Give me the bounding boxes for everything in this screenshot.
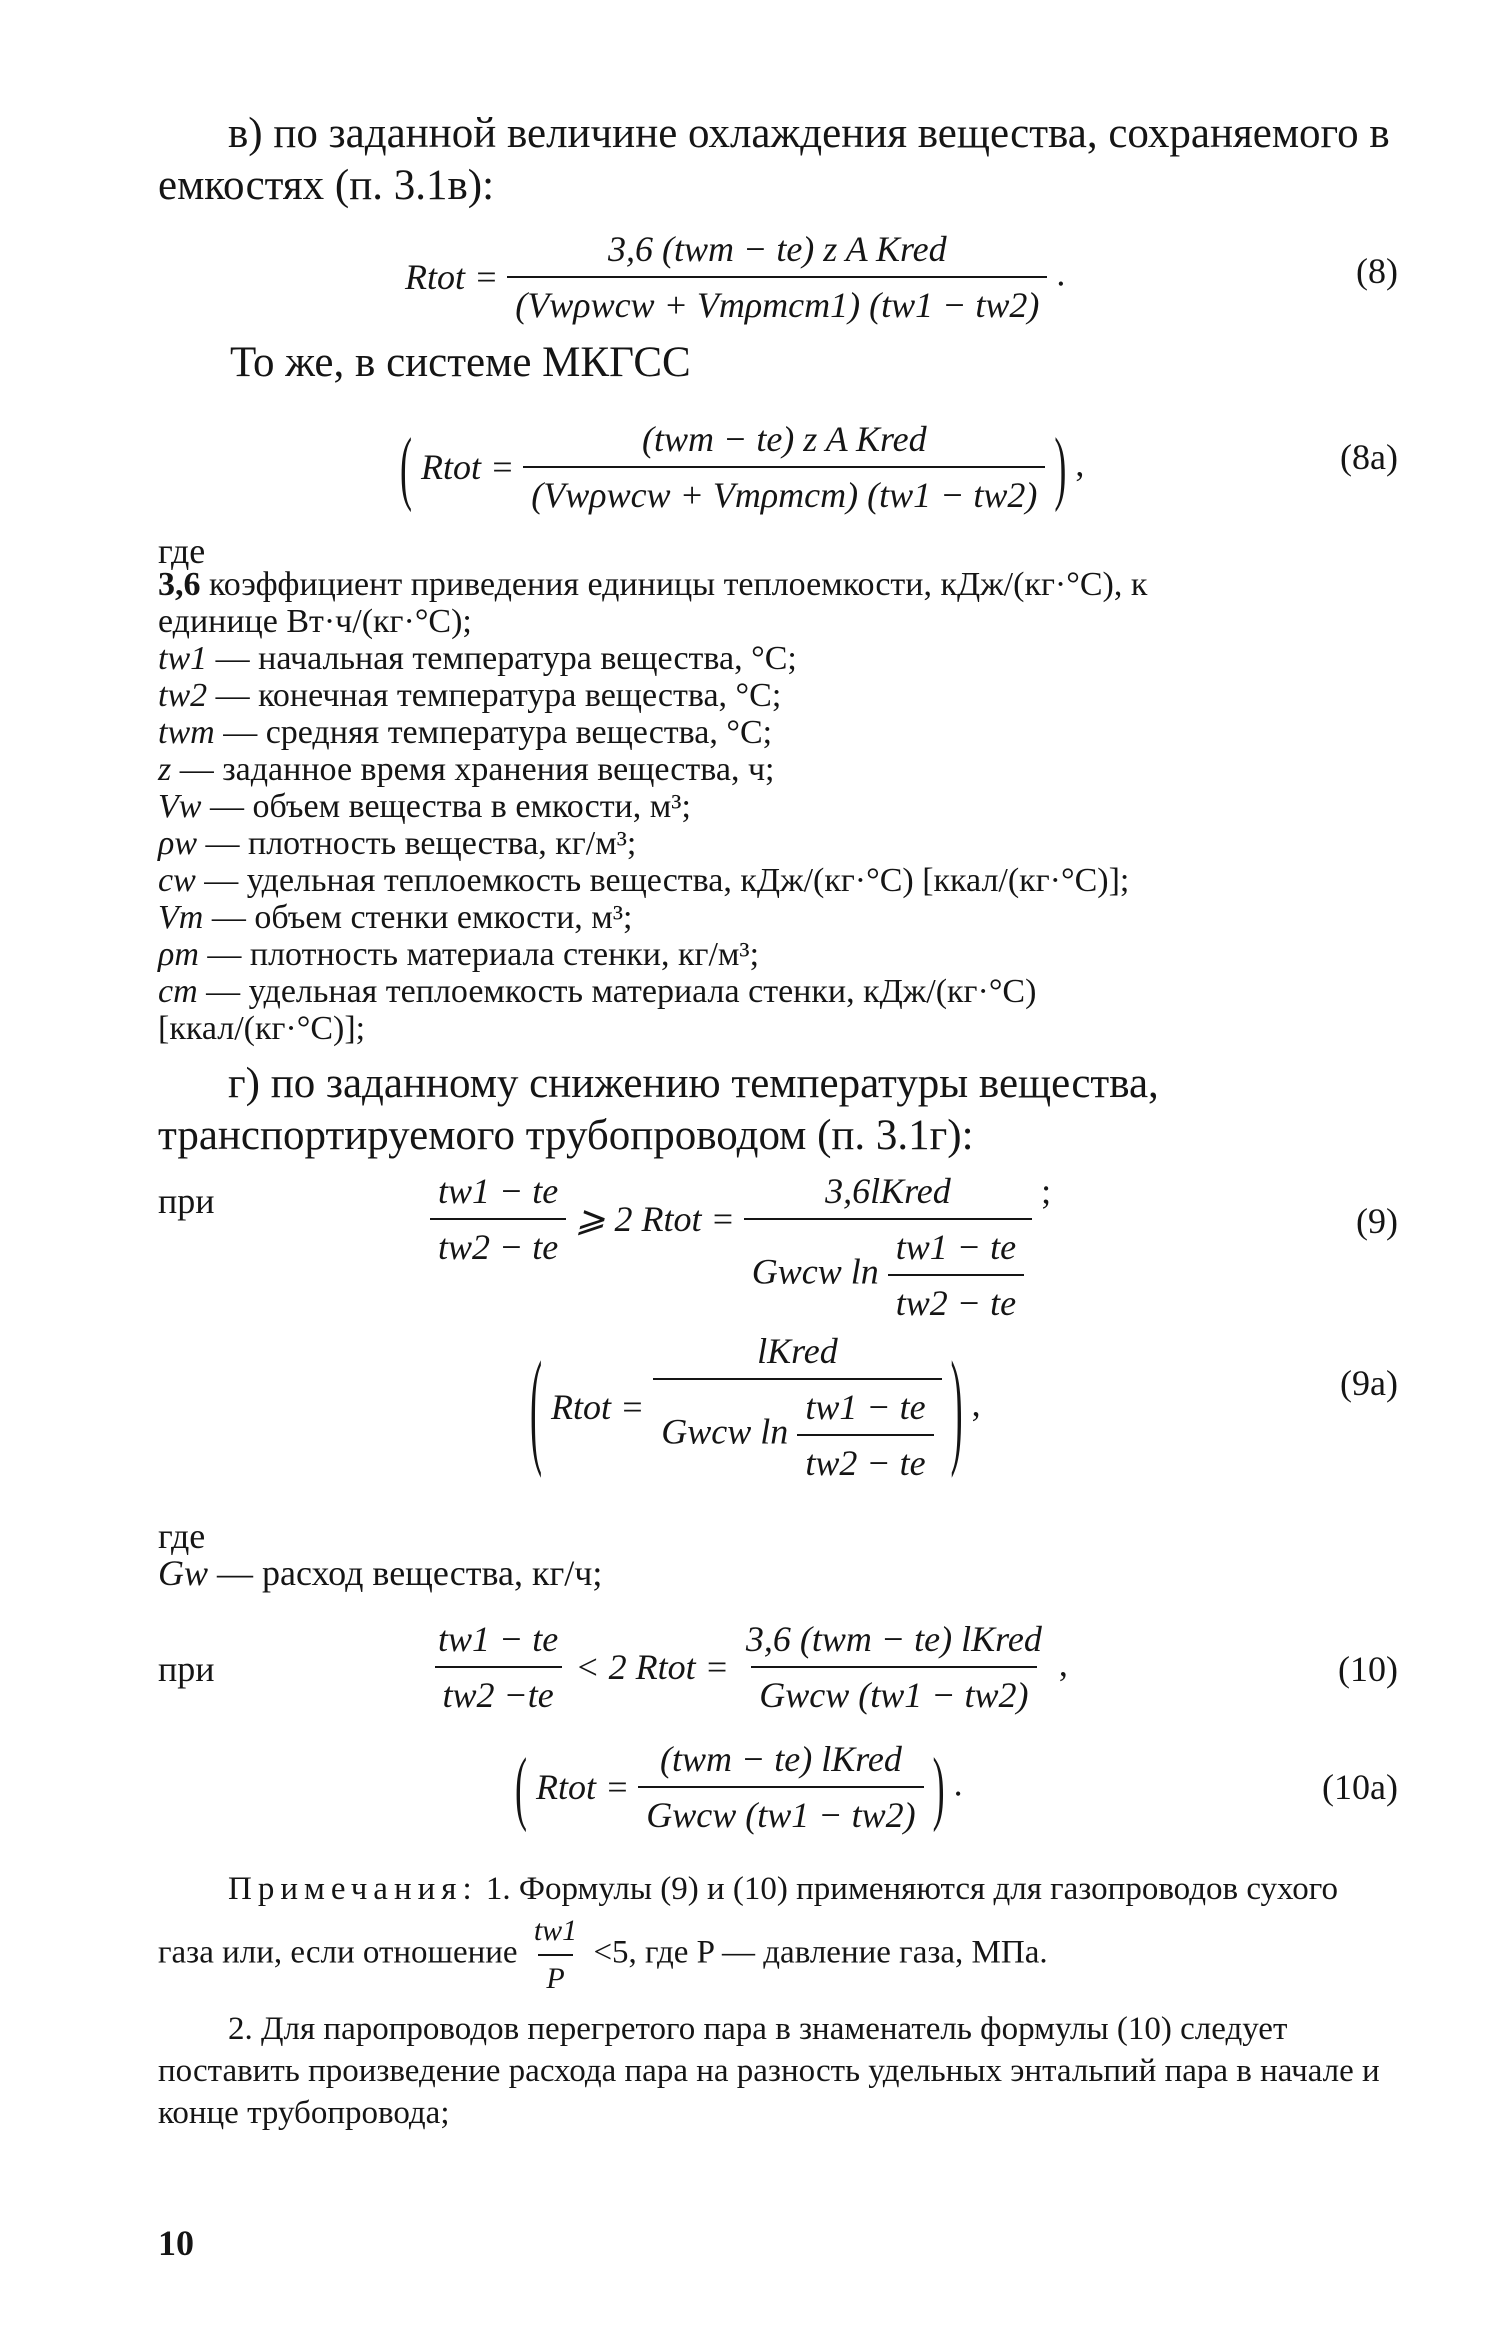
- definition-row: единице Вт·ч/(кг·°С);: [158, 603, 472, 640]
- formula-10: $\frac{tw1 - te}{tw2 -te}$ < 2 Rtot = $\frac{\text{3,6 (twm − te) lKred}}{\text{Gwcw (tw1 − tw2)}}$ ,: [430, 1618, 1068, 1716]
- where-label: где: [158, 1516, 206, 1556]
- pri-label: при: [158, 1649, 215, 1689]
- equation-number: (8): [1356, 251, 1398, 291]
- equation-number: (9a): [1340, 1363, 1398, 1403]
- definition-row: ρw — плотность вещества, кг/м³;: [158, 825, 637, 862]
- equation-number: (9): [1356, 1201, 1398, 1241]
- definition-row: ρm — плотность материала стенки, кг/м³;: [158, 936, 760, 973]
- definition-row: cw — удельная теплоемкость вещества, кДж/(кг·°С) [ккал/(кг·°С)];: [158, 862, 1130, 899]
- notes-block: [158, 1868, 1393, 2134]
- definition-row: tw2 — конечная температура вещества, °С;: [158, 677, 782, 714]
- same-in-mkgss-line: То же, в системе МКГСС: [230, 339, 691, 386]
- section-g-intro: г) по заданному снижению температуры вещества, транспортируемого трубопроводом (п. 3.1г):: [158, 1060, 1159, 1159]
- formula-9: $\frac{tw1 - te}{tw2 - te}$ ⩾ 2 Rtot = 3,6lKred Gwcw ln $\frac{tw1 - te}{tw2 - te}$ ;: [430, 1170, 1051, 1324]
- where-label: где: [158, 531, 206, 571]
- definition-row: Vm — объем стенки емкости, м³;: [158, 899, 633, 936]
- formula-8a: ( Rtot = $\frac{\text{(twm − te) z A Kred}}{\text{(Vwρwcw + Vmρmcm) (tw1 − tw2)}}$ ) ,: [400, 419, 1085, 515]
- definition-row: tw1 — начальная температура вещества, °С;: [158, 640, 797, 677]
- equation-number: (8a): [1340, 437, 1398, 477]
- page-number: 10: [158, 2223, 194, 2263]
- equation-number: (10): [1338, 1649, 1398, 1689]
- fraction: $\frac{\text{3,6 (twm − te) lKred}}{\text{Gwcw (tw1 − tw2)}}$: [745, 1619, 1042, 1715]
- fraction: $\frac{\text{(twm − te) lKred}}{\text{Gwcw (tw1 − tw2)}}$: [638, 1738, 923, 1836]
- fraction: $\frac{\text{(twm − te) z A Kred}}{\text{(Vwρwcw + Vmρmcm) (tw1 − tw2)}}$: [523, 418, 1045, 516]
- fraction: $\frac{\text{3,6 (twm − te) z A Kred}}{\text{(Vwρwcw + Vmρmcm1) (tw1 − tw2)}}$: [507, 228, 1047, 326]
- formula-8: Rtot = $\frac{\text{3,6 (twm − te) z A Kred}}{\text{(Vwρwcw + Vmρmcm1) (tw1 − tw2)}}$ .: [405, 229, 1066, 325]
- log-fraction: $\frac{tw1 - te}{tw2 - te}$: [797, 1386, 933, 1484]
- ratio-fraction: $\frac{tw1}{P}$: [526, 1910, 585, 2000]
- definition-row: twm — средняя температура вещества, °С;: [158, 714, 773, 751]
- formula-10a: ( Rtot = $\frac{\text{(twm − te) lKred}}{\text{Gwcw (tw1 − tw2)}}$ ) .: [515, 1739, 963, 1835]
- equation-number: (10a): [1322, 1767, 1398, 1807]
- note-2: 2. Для паропроводов перегретого пара в знаменатель формулы (10) следует поставить произведение расхода пара на разность удельных энтальпий пара в начале и конце трубопровода;: [158, 2011, 1380, 2131]
- log-fraction: $\frac{tw1 - te}{tw2 - te}$: [888, 1226, 1024, 1324]
- condition-fraction: $\frac{tw1 - te}{tw2 -te}$: [430, 1618, 566, 1716]
- definitions-list: [158, 566, 1393, 1047]
- definition-row: z — заданное время хранения вещества, ч;: [158, 751, 775, 788]
- fraction: 3,6lKred Gwcw ln $\frac{tw1 - te}{tw2 - te}$: [744, 1170, 1032, 1324]
- note-1: Примечания: 1. Формулы (9) и (10) применяются для газопроводов сухого газа или, если отношение $\frac{tw1}{P}$ <5, где P — давление газа, МПа.: [158, 1868, 1393, 2000]
- fraction: lKred Gwcw ln $\frac{tw1 - te}{tw2 - te}$: [653, 1330, 941, 1484]
- gw-definition: Gw — расход вещества, кг/ч;: [158, 1553, 603, 1593]
- section-v-intro: в) по заданной величине охлаждения вещества, сохраняемого в емкостях (п. 3.1в):: [158, 110, 1390, 209]
- condition-fraction: $\frac{tw1 - te}{tw2 - te}$: [430, 1170, 566, 1268]
- formula-9a: ( Rtot = lKred Gwcw ln $\frac{tw1 - te}{tw2 - te}$ ) ,: [530, 1331, 981, 1483]
- definition-row: Vw — объем вещества в емкости, м³;: [158, 788, 691, 825]
- definition-row: 3,6 коэффициент приведения единицы теплоемкости, кДж/(кг·°С), к: [158, 566, 1148, 603]
- pri-label: при: [158, 1181, 215, 1221]
- definition-row: [ккал/(кг·°С)];: [158, 1010, 366, 1047]
- definition-row: cm — удельная теплоемкость материала стенки, кДж/(кг·°С): [158, 973, 1037, 1010]
